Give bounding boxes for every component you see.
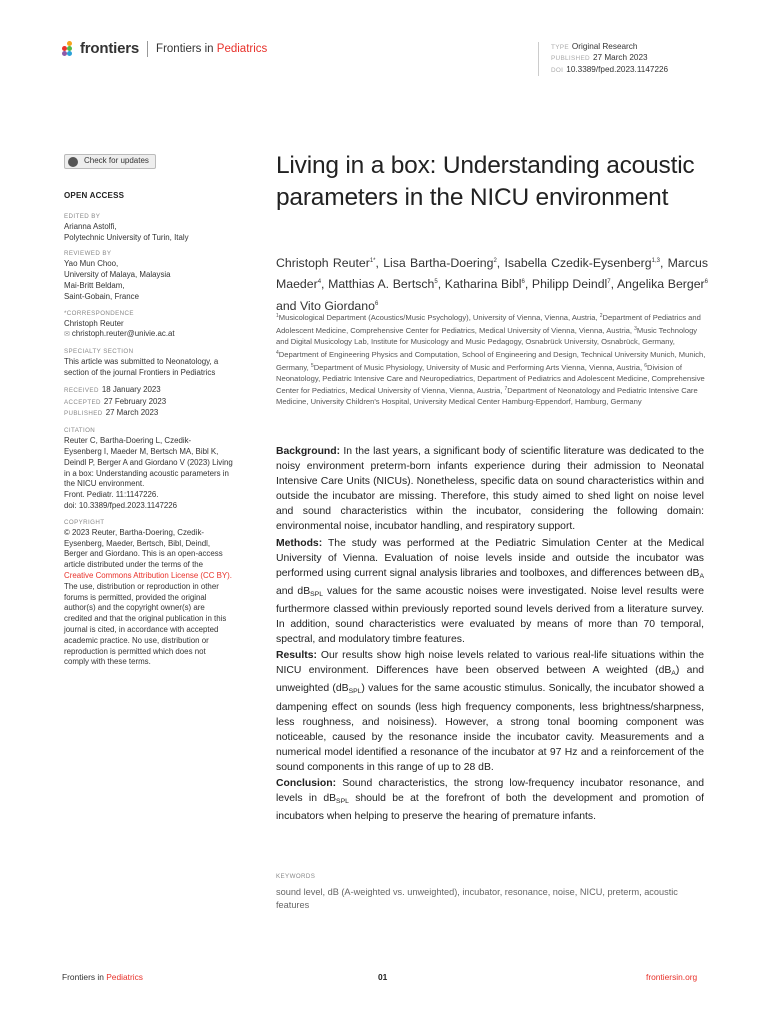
abstract-text: Sound characteristics, the strong low-frequency incubator resonance, and levels in dB bbox=[276, 777, 705, 805]
author-sup: 1* bbox=[369, 258, 376, 264]
abstract-text: and dB bbox=[276, 585, 311, 597]
affiliation: Music Technology and Digital Musicology Lab, Institute for Musicology and Music Pedagogy, Osnabrück University, Osnabrück, Germany, bbox=[276, 325, 698, 346]
affiliation: Division of Neonatology, Pediatric Intensive Care and Neuropediatrics, Department of Pediatrics and Adolescent Medicine, Comprehensive Center for Pediatrics, Medical University of Vienna, Vienna, Austria, bbox=[276, 362, 705, 396]
edited-by bbox=[64, 222, 264, 244]
author-sup: 4 bbox=[317, 279, 322, 286]
published-date: 27 March 2023 bbox=[105, 408, 159, 418]
edited-by-label: EDITED BY bbox=[64, 212, 101, 220]
author[interactable] bbox=[532, 277, 611, 291]
footer-journal-accent: Pediatrics bbox=[106, 972, 143, 982]
author-sup: 2 bbox=[493, 258, 497, 264]
affiliation-sup: 1 bbox=[276, 313, 279, 319]
abstract-text: values for the same acoustic noises were investigated. Noise level results were furthermore classed within previously reported sound levels derived from a literature survey. In addition, sound characteristics were evaluated by means of more than 70 temporal, spectral, and modulatory timbre features. bbox=[276, 585, 704, 646]
copyright-line: forums is permitted, provided the original bbox=[64, 592, 207, 602]
check-updates-label: Check for updates bbox=[84, 156, 149, 166]
frontiers-logo-icon bbox=[62, 41, 76, 57]
published-label: PUBLISHED bbox=[64, 410, 103, 418]
frontiers-logo[interactable] bbox=[62, 40, 267, 57]
brand-name: frontiers bbox=[80, 40, 140, 57]
subscript: SPL bbox=[336, 798, 349, 806]
keywords-label: KEYWORDS bbox=[276, 873, 316, 880]
abstract-conclusion bbox=[276, 776, 704, 824]
author[interactable] bbox=[504, 256, 659, 270]
check-updates-button[interactable] bbox=[64, 154, 156, 169]
abstract-text: ) values for the same acoustic stimulus. Sonically, the incubator showed a dampening effect on sounds (less high frequency components, less brightness/sharpness, less roughness, and noisiness). However, a strong tonal booming component was noticeable, caused by the resonance inside the incubator cavity. Measurements and a numerical model identified a resonance of the incubator at 97 Hz and a reinforcement of the sound components in this range of up to 28 dB. bbox=[276, 683, 704, 773]
citation bbox=[64, 436, 264, 512]
page-number: 01 bbox=[378, 972, 388, 982]
article-title: Living in a box: Understanding acoustic parameters in the NICU environment bbox=[276, 152, 695, 211]
accepted-date: 27 February 2023 bbox=[103, 396, 167, 406]
copyright bbox=[64, 528, 264, 668]
footer-site-link[interactable]: frontiersin.org bbox=[646, 972, 698, 982]
citation-label: CITATION bbox=[64, 427, 96, 435]
author-sup: 6 bbox=[374, 300, 379, 307]
copyright-line: The use, distribution or reproduction in other bbox=[64, 581, 219, 591]
copyright-line: journal is cited, in accordance with accepted bbox=[64, 624, 219, 634]
citation-line: doi: 10.3389/fped.2023.1147226 bbox=[64, 500, 178, 510]
specialty-section bbox=[64, 357, 264, 379]
reviewed-by bbox=[64, 259, 264, 302]
correspondence bbox=[64, 319, 264, 342]
copyright-label: COPYRIGHT bbox=[64, 518, 105, 526]
author-sup: 5 bbox=[434, 279, 438, 286]
reviewer-affiliation: Saint-Gobain, France bbox=[64, 291, 139, 301]
author-list: Christoph Reuter$^{1*}$, Lisa Bartha-Doering$^2$, Isabella Czedik-Eysenberg$^{1,3}$, Marcus Maeder$^4$, Matthias A. Bertsch$^5$, Katharina Bibl$^6$, Philipp Deindl$^7$, Angelika Berger$^6$ and Vito Giordano$^6$ bbox=[276, 256, 708, 313]
specialty-line: section of the journal Frontiers in Pediatrics bbox=[64, 367, 216, 377]
copyright-line: reproduction is permitted which does not bbox=[64, 646, 206, 656]
editor-name: Arianna Astolfi, bbox=[64, 221, 117, 231]
keywords: sound level, dB (A-weighted vs. unweighted), incubator, resonance, noise, NICU, preterm, acoustic features bbox=[276, 887, 678, 911]
author-and: and bbox=[276, 298, 297, 313]
copyright-line: academic practice. No use, distribution or bbox=[64, 635, 209, 645]
accepted-label: ACCEPTED bbox=[64, 398, 101, 406]
citation-line: in a box: Understanding acoustic parameters in bbox=[64, 468, 229, 478]
citation-line: Eysenberg I, Maeder M, Bertsch MA, Bibl K, bbox=[64, 446, 219, 456]
affiliation-sup: 5 bbox=[310, 362, 314, 369]
author-name: Angelika Berger bbox=[616, 277, 705, 292]
abstract-text: Our results show high noise levels related to various real-life situations within the NICU environment. Differences have been observed between A weighted (dB bbox=[276, 650, 705, 677]
mail-icon: ✉ bbox=[64, 331, 70, 339]
subscript: A bbox=[699, 572, 704, 580]
abstract-text: should be at the forefront of both the development and promotion of incubators when helping to preserve the hearing of premature infants. bbox=[276, 793, 704, 823]
footer-journal-prefix: Frontiers in bbox=[62, 972, 104, 982]
citation-line: the NICU environment. bbox=[64, 479, 145, 489]
author-sup: 7 bbox=[607, 279, 611, 286]
author[interactable] bbox=[445, 277, 525, 291]
reviewer-affiliation: University of Malaya, Malaysia bbox=[64, 270, 171, 280]
copyright-line: author(s) and the copyright owner(s) are bbox=[64, 603, 205, 613]
published-label: PUBLISHED bbox=[551, 55, 590, 63]
correspondence-label: *CORRESPONDENCE bbox=[64, 309, 134, 317]
copyright-line: Berger and Giordano. This is an open-access bbox=[64, 549, 223, 559]
citation-line: Reuter C, Bartha-Doering L, Czedik- bbox=[64, 436, 192, 446]
abstract-results bbox=[276, 648, 704, 775]
copyright-line: © 2023 Reuter, Bartha-Doering, Czedik- bbox=[64, 527, 205, 537]
specialty-line: This article was submitted to Neonatology, a bbox=[64, 357, 219, 367]
subscript: SPL bbox=[310, 590, 323, 598]
affiliation-sup: 6 bbox=[644, 362, 647, 369]
author-name: Katharina Bibl bbox=[444, 277, 522, 292]
affiliation-sup: 3 bbox=[634, 325, 637, 332]
affiliation: Department of Pediatrics and Adolescent Medicine, Comprehensive Center for Pediatrics, Medical University of Vienna, Vienna, Austria, bbox=[276, 313, 701, 335]
editor-affiliation: Polytechnic University of Turin, Italy bbox=[64, 232, 189, 242]
check-updates-icon bbox=[68, 157, 78, 167]
reviewer-name: Yao Mun Choo, bbox=[64, 259, 119, 269]
specialty-label: SPECIALTY SECTION bbox=[64, 348, 134, 356]
reviewed-by-label: REVIEWED BY bbox=[64, 250, 112, 258]
affiliation: Department of Neonatology and Pediatric Intensive Care Medicine, University Children's Hospital, University Medical Center Hamburg-Eppendorf, Hamburg, Germany bbox=[276, 386, 698, 407]
author[interactable] bbox=[383, 256, 497, 270]
author[interactable] bbox=[328, 277, 438, 291]
abstract-methods bbox=[276, 536, 704, 648]
abstract-heading: Results: bbox=[276, 650, 317, 662]
abstract-background bbox=[276, 444, 704, 535]
reviewer-name: Mai-Britt Beldam, bbox=[64, 280, 125, 290]
author-sup: 6 bbox=[521, 279, 525, 286]
affiliation-list bbox=[276, 311, 708, 408]
subscript: A bbox=[671, 670, 676, 678]
author-name: Marcus Maeder bbox=[276, 256, 708, 292]
author-name: Philipp Deindl bbox=[531, 277, 608, 292]
author-name: Isabella Czedik-Eysenberg bbox=[504, 256, 652, 270]
journal-accent: Pediatrics bbox=[216, 42, 268, 55]
copyright-line: article distributed under the terms of the bbox=[64, 560, 204, 570]
open-access-label: OPEN ACCESS bbox=[64, 191, 125, 200]
doi-value[interactable]: 10.3389/fped.2023.1147226 bbox=[566, 64, 669, 74]
page-header bbox=[62, 40, 722, 76]
dates bbox=[64, 385, 264, 420]
abstract-text: The study was performed at the Pediatric Simulation Center at the Medical University of Vienna. Evaluation of noise levels inside and outside the incubator was performed using current signal analysis libraries and toolboxes, and differences between dB bbox=[276, 537, 705, 579]
affiliation: Department of Engineering Physics and Computation, School of Engineering and Design, Technical University Munich, Munich, Germany, bbox=[276, 349, 706, 372]
doi-label: DOI bbox=[551, 66, 564, 74]
citation-line: Deindl P, Berger A and Giordano V (2023) Living bbox=[64, 457, 233, 467]
author-sup: 1,3 bbox=[651, 258, 660, 264]
journal-name bbox=[156, 43, 267, 55]
abstract-text: In the last years, a significant body of scientific literature was dedicated to the noisy environment preterm-born infants experience during their admission to Neonatal Intensive Care Units (NICUs). Nonetheless, specific data on sound characteristics within and outside the incubator are missing. Therefore, this study aimed to shed light on noise level and sound characteristics within the incubator, considering the following domain: environmental noise, incubator handling, and respiratory support. bbox=[276, 446, 704, 533]
logo-divider bbox=[147, 41, 148, 57]
author[interactable] bbox=[276, 256, 376, 270]
type-label: TYPE bbox=[551, 44, 569, 51]
copyright-line: credited and that the original publication in this bbox=[64, 614, 227, 624]
abstract-heading: Background: bbox=[276, 446, 341, 457]
author[interactable] bbox=[617, 277, 708, 291]
affiliation: Department of Music Physiology, University of Music and Performing Arts Vienna, Vienna, Austria, bbox=[313, 362, 643, 372]
article-meta bbox=[538, 42, 668, 76]
received-date: 18 January 2023 bbox=[101, 384, 161, 394]
published-value: 27 March 2023 bbox=[592, 53, 648, 63]
affiliation: Musicological Department (Acoustics/Music Psychology), University of Vienna, Vienna, Austria, bbox=[278, 313, 598, 322]
copyright-line: Eysenberg, Maeder, Bertsch, Bibl, Deindl, bbox=[64, 538, 211, 548]
citation-line: Front. Pediatr. 11:1147226. bbox=[64, 490, 159, 500]
affiliation-sup: 7 bbox=[504, 386, 508, 393]
abstract-text: ) and unweighted (dB bbox=[276, 665, 705, 695]
abstract bbox=[276, 444, 704, 825]
author-sup: 6 bbox=[704, 279, 708, 286]
correspondence-name: Christoph Reuter bbox=[64, 318, 124, 328]
affiliation-sup: 2 bbox=[599, 313, 603, 319]
author-name: Christoph Reuter bbox=[276, 256, 370, 270]
author-name: Vito Giordano bbox=[299, 298, 375, 313]
author-name: Lisa Bartha-Doering bbox=[383, 256, 494, 270]
article-sidebar bbox=[64, 154, 264, 670]
received-label: RECEIVED bbox=[64, 386, 99, 394]
footer-journal[interactable] bbox=[62, 972, 143, 982]
type-value: Original Research bbox=[571, 42, 638, 51]
correspondence-email[interactable]: christoph.reuter@univie.ac.at bbox=[71, 329, 175, 339]
abstract-heading: Conclusion: bbox=[276, 777, 337, 789]
copyright-line: comply with these terms. bbox=[64, 657, 151, 667]
license-link[interactable]: Creative Commons Attribution License (CC BY). bbox=[64, 570, 232, 580]
affiliation-sup: 4 bbox=[276, 349, 279, 356]
subscript: SPL bbox=[348, 688, 362, 696]
abstract-heading: Methods: bbox=[276, 537, 323, 549]
journal-prefix: Frontiers in bbox=[156, 42, 214, 55]
author-name: Matthias A. Bertsch bbox=[328, 277, 435, 292]
